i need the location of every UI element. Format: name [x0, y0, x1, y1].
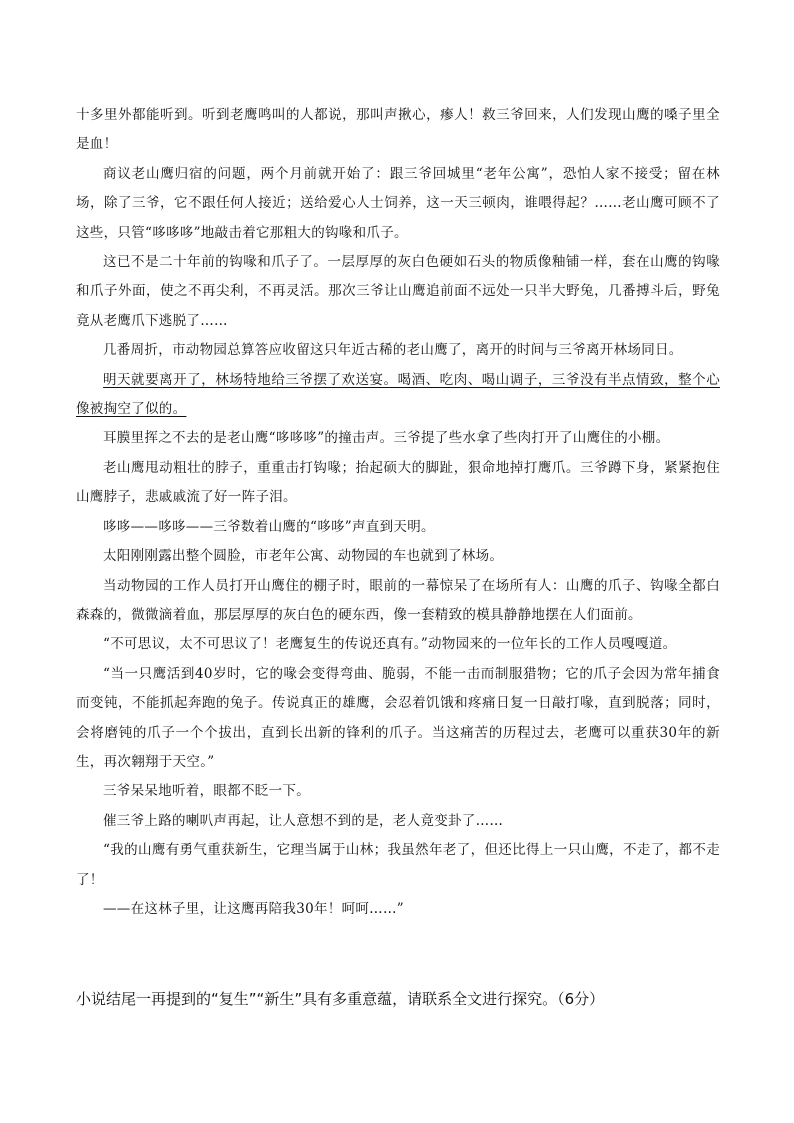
- story-text: [76, 101, 720, 924]
- paragraph-4: 几番周折，市动物园总算答应收留这只年近古稀的老山鹰了，离开的时间与三爷离开林场同日。: [103, 342, 683, 359]
- paragraph-10: 当动物园的工作人员打开山鹰住的棚子时，眼前的一幕惊呆了在场所有人：山鹰的爪子、钩喙全都白森森的，微微滴着血，那层厚厚的灰白色的硬东西，像一套精致的模具静静地摆在人们面前。: [76, 577, 720, 623]
- paragraph-8: 哆哆——哆哆——三爷数着山鹰的“哆哆”声直到天明。: [103, 518, 435, 535]
- paragraph-6: 耳膜里挥之不去的是老山鹰“哆哆哆”的撞击声。三爷提了些水拿了些肉打开了山鹰住的小棚。: [103, 430, 670, 447]
- question-prompt: 小说结尾一再提到的“复生”“新生”具有多重意蕴，请联系全文进行探究。（6分）: [76, 990, 605, 1008]
- paragraph-1: 十多里外都能听到。听到老鹰鸣叫的人都说，那叫声揪心，瘆人！救三爷回来，人们发现山鹰的嗓子里全是血！: [76, 107, 720, 153]
- paragraph-16: ——在这林子里，让这鹰再陪我30年！呵呵……”: [103, 900, 404, 917]
- paragraph-14: 催三爷上路的喇叭声再起，让人意想不到的是，老人竟变卦了……: [103, 812, 504, 829]
- paragraph-13: 三爷呆呆地听着，眼都不眨一下。: [103, 783, 310, 800]
- paragraph-9: 太阳刚刚露出整个圆脸，市老年公寓、动物园的车也就到了林场。: [103, 548, 504, 565]
- paragraph-12: “当一只鹰活到40岁时，它的喙会变得弯曲、脆弱，不能一击而制服猎物；它的爪子会因为常年捕食而变钝，不能抓起奔跑的兔子。传说真正的雄鹰，会忍着饥饿和疼痛日复一日敲打喙，直到脱落；同时，会将磨钝的爪子一个个拔出，直到长出新的锋利的爪子。当这痛苦的历程过去，老鹰可以重获30年的新生，再次翱翔于天空。”: [76, 665, 720, 770]
- paragraph-3: 这已不是二十年前的钩喙和爪子了。一层厚厚的灰白色硬如石头的物质像釉铺一样，套在山鹰的钩喙和爪子外面，使之不再尖利，不再灵活。那次三爷让山鹰追前面不远处一只半大野兔，几番搏斗后，野兔竟从老鹰爪下逃脱了……: [76, 254, 720, 329]
- paragraph-5-underlined: 明天就要离开了，林场特地给三爷摆了欢送宴。喝酒、吃肉、喝山调子，三爷没有半点情致，整个心像被掏空了似的。: [76, 371, 720, 418]
- paragraph-2: 商议老山鹰归宿的问题，两个月前就开始了：跟三爷回城里“老年公寓”，恐怕人家不接受；留在林场，除了三爷，它不跟任何人接近；送给爱心人士饲养，这一天三顿肉，谁喂得起？……老山鹰可顾不了这些，只管“哆哆哆”地敲击着它那粗大的钩喙和爪子。: [76, 165, 720, 241]
- paragraph-7: 老山鹰甩动粗壮的脖子，重重击打钩喙；抬起硕大的脚趾，狠命地掉打鹰爪。三爷蹲下身，紧紧抱住山鹰脖子，悲戚戚流了好一阵子泪。: [76, 459, 720, 506]
- paragraph-11: “不可思议，太不可思议了！老鹰复生的传说还真有。”动物园来的一位年长的工作人员嘎嘎道。: [103, 636, 677, 653]
- paragraph-15: “我的山鹰有勇气重获新生，它理当属于山林；我虽然年老了，但还比得上一只山鹰，不走了，都不走了！: [76, 842, 720, 888]
